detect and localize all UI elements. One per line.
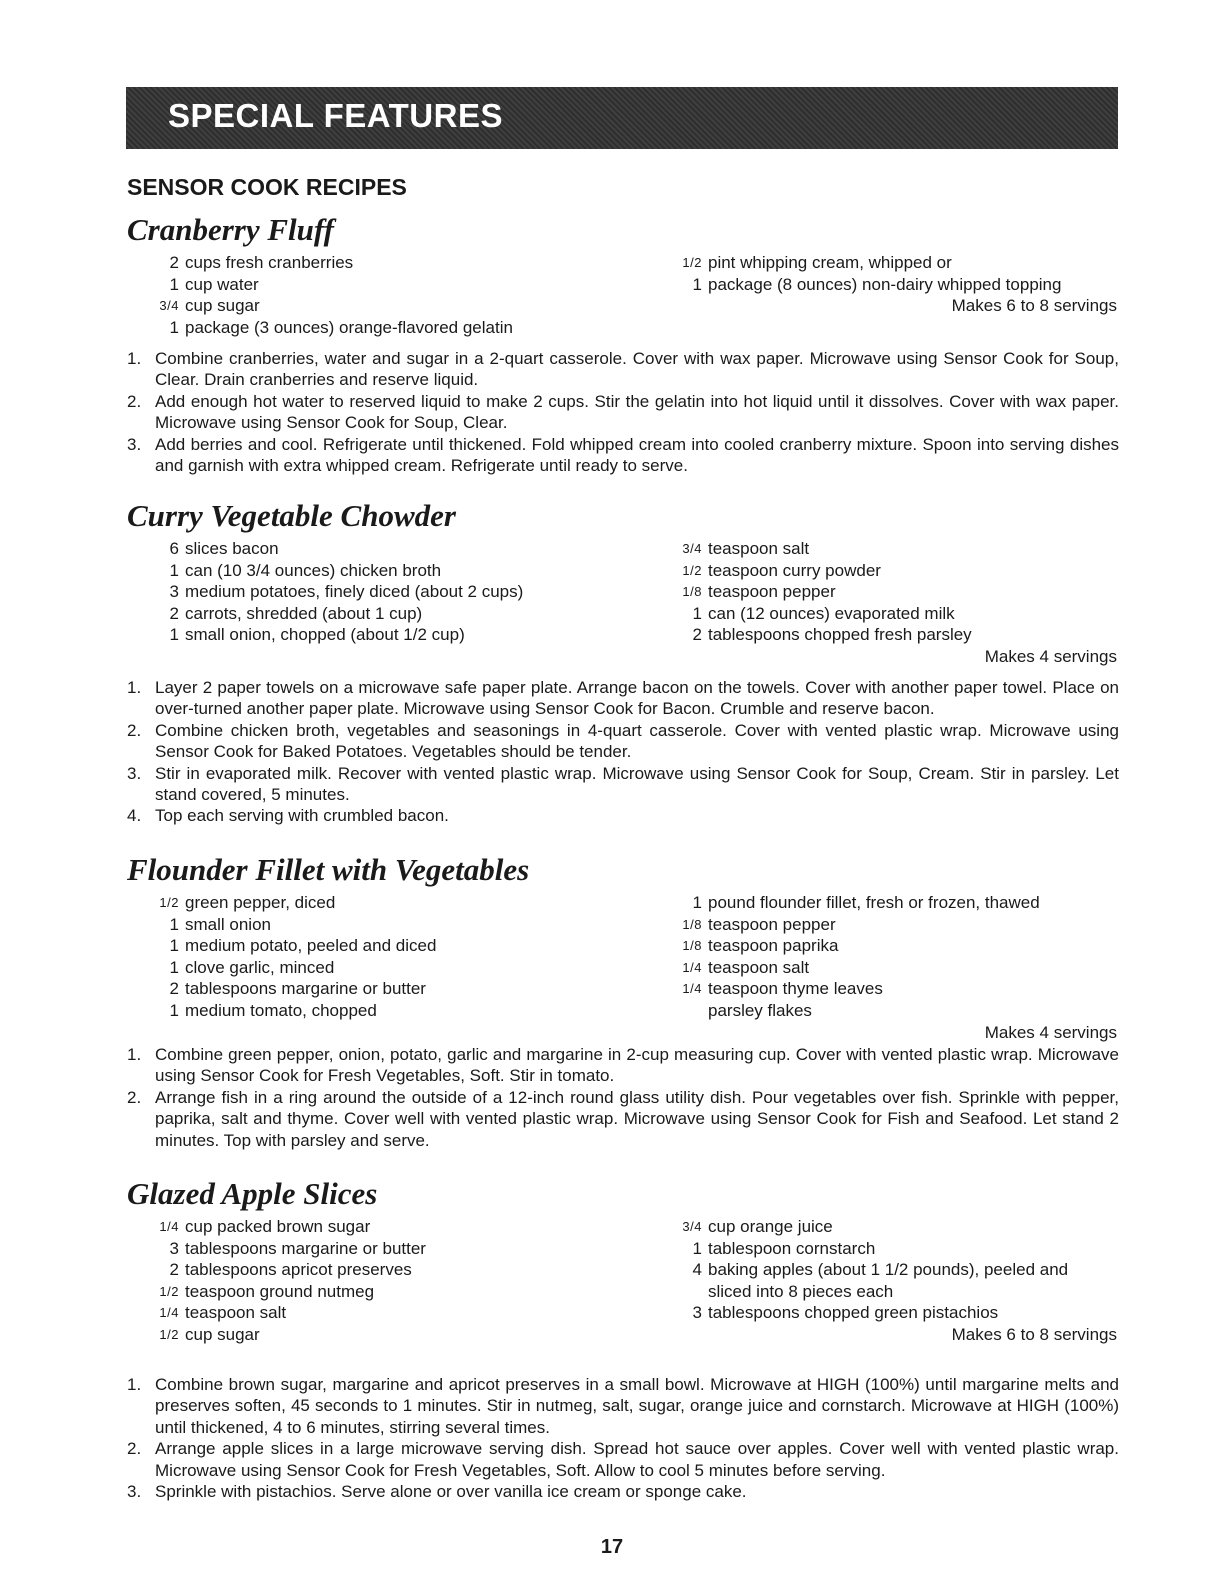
ingredient-item: 6 slices bacon	[169, 539, 279, 558]
ingredient-item: 3 tablespoons chopped green pistachios	[692, 1303, 999, 1323]
ingredient-item: 1/2 teaspoon curry powder	[682, 560, 881, 580]
instruction-step: 3. Sprinkle with pistachios. Serve alone or over vanilla ice cream or sponge cake.	[127, 1482, 747, 1502]
ingredient-item: 1 medium tomato, chopped	[169, 1000, 377, 1020]
ingredients-right-column	[672, 1216, 1117, 1324]
ingredients-left-column	[149, 1216, 649, 1346]
ingredient-item: 3/4 teaspoon salt	[682, 539, 810, 558]
servings-yield: Makes 6 to 8 servings	[951, 1325, 1117, 1344]
recipe-title: Cranberry Fluff	[127, 212, 334, 247]
ingredient-item: 2 tablespoons apricot preserves	[169, 1260, 412, 1280]
instruction-steps	[127, 348, 1119, 476]
ingredients-left-column	[149, 252, 649, 338]
ingredient-item: 2 tablespoons margarine or butter	[169, 979, 426, 999]
instruction-step: 4. Top each serving with crumbled bacon.	[127, 806, 449, 826]
ingredient-item: parsley flakes	[708, 1000, 812, 1020]
instruction-step: 1. Layer 2 paper towels on a microwave safe paper plate. Arrange bacon on the towels. Cover with another paper towel. Place on over-turned another paper plate. Microwave using Sensor Cook for Bacon. Crumble and reserve bacon.	[127, 678, 1119, 719]
ingredient-item: 1 small onion, chopped (about 1/2 cup)	[169, 625, 465, 645]
ingredient-item: 3 medium potatoes, finely diced (about 2 cups)	[169, 582, 524, 602]
recipe-title: Flounder Fillet with Vegetables	[127, 852, 530, 887]
ingredient-item: sliced into 8 pieces each	[708, 1281, 894, 1301]
ingredient-item: 1/2 pint whipping cream, whipped or	[682, 253, 952, 272]
ingredient-item: 1 can (12 ounces) evaporated milk	[692, 603, 955, 623]
ingredient-item: 1 pound flounder fillet, fresh or frozen, thawed	[692, 893, 1040, 912]
instruction-step: 3. Add berries and cool. Refrigerate until thickened. Fold whipped cream into cooled cranberry mixture. Spoon into serving dishes and garnish with extra whipped cream. Refrigerate until ready to serve.	[127, 434, 1119, 476]
servings-yield: Makes 6 to 8 servings	[951, 296, 1117, 315]
instruction-step: 1. Combine cranberries, water and sugar in a 2-quart casserole. Cover with wax paper. Microwave using Sensor Cook for Soup, Clear. Drain cranberries and reserve liquid.	[127, 349, 1119, 390]
banner-title: SPECIAL FEATURES	[168, 97, 503, 134]
ingredient-item: 2 cups fresh cranberries	[169, 253, 354, 272]
section-heading: SENSOR COOK RECIPES	[127, 174, 407, 200]
recipe-title: Curry Vegetable Chowder	[127, 498, 456, 533]
ingredient-item: 3/4 cup orange juice	[682, 1217, 833, 1236]
ingredient-item: 1 cup water	[169, 274, 259, 294]
instruction-step: 2. Arrange apple slices in a large microwave serving dish. Spread hot sauce over apples. Cover well with vented plastic wrap. Microwave using Sensor Cook for Fresh Vegetables, Soft. Allow to cool 5 minutes before serving.	[127, 1439, 1119, 1480]
instruction-steps	[127, 677, 1119, 827]
ingredient-item: 4 baking apples (about 1 1/2 pounds), peeled and	[692, 1260, 1069, 1280]
ingredient-item: 1/2 cup sugar	[159, 1324, 260, 1344]
ingredient-item: 1 medium potato, peeled and diced	[169, 936, 437, 956]
recipe-cranberry-fluff	[127, 212, 1119, 476]
recipe-curry-vegetable-chowder	[127, 498, 1119, 826]
ingredient-item: 1/8 teaspoon pepper	[682, 582, 836, 602]
ingredients-right-column	[672, 538, 1117, 646]
ingredient-item: 1 package (3 ounces) orange-flavored gelatin	[169, 317, 513, 337]
instruction-step: 2. Arrange fish in a ring around the outside of a 12-inch round glass utility dish. Pour vegetables over fish. Sprinkle with pepper, paprika, salt and thyme. Cover well with vented plastic wrap. Microwave using Sensor Cook for Fish and Seafood. Let stand 2 minutes. Top with parsley and serve.	[127, 1087, 1119, 1150]
instruction-step: 1. Combine green pepper, onion, potato, garlic and margarine in 2-cup measuring cup. Cover with vented plastic wrap. Microwave using Sensor Cook for Fresh Vegetables, Soft. Stir in tomato.	[127, 1045, 1119, 1086]
servings-yield: Makes 4 servings	[984, 647, 1117, 666]
ingredient-item: 1/2 green pepper, diced	[159, 893, 336, 912]
page-number: 17	[600, 1536, 624, 1558]
instruction-step: 3. Stir in evaporated milk. Recover with vented plastic wrap. Microwave using Sensor Cook for Soup, Cream. Stir in parsley. Let stand covered, 5 minutes.	[127, 763, 1119, 805]
ingredients-right-column	[672, 252, 1117, 295]
ingredient-item: 3 tablespoons margarine or butter	[169, 1238, 426, 1258]
ingredient-item: 1/4 cup packed brown sugar	[159, 1217, 371, 1236]
ingredient-item: 1 can (10 3/4 ounces) chicken broth	[169, 560, 442, 580]
ingredient-item: 1/4 teaspoon salt	[159, 1303, 287, 1323]
section-banner	[126, 87, 1118, 149]
recipe-title: Glazed Apple Slices	[127, 1176, 378, 1211]
ingredient-item: 2 carrots, shredded (about 1 cup)	[169, 603, 423, 623]
instruction-step: 1. Combine brown sugar, margarine and apricot preserves in a small bowl. Microwave at HIGH (100%) until margarine melts and preserves soften, 45 seconds to 1 minutes. Stir in nutmeg, salt, sugar, orange juice and cornstarch. Microwave at HIGH (100%) until thickened, 4 to 6 minutes, stirring several times.	[127, 1375, 1119, 1437]
ingredient-item: 1/2 teaspoon ground nutmeg	[159, 1281, 375, 1301]
instruction-steps	[127, 1374, 1119, 1502]
instruction-step: 2. Add enough hot water to reserved liquid to make 2 cups. Stir the gelatin into hot liquid until it dissolves. Cover with wax paper. Microwave using Sensor Cook for Soup, Clear.	[127, 391, 1119, 433]
ingredients-left-column	[149, 892, 649, 1022]
ingredient-item: 1/4 teaspoon salt	[682, 957, 810, 977]
servings-yield: Makes 4 servings	[984, 1023, 1117, 1042]
recipe-glazed-apple-slices	[127, 1176, 1119, 1502]
ingredient-item: 3/4 cup sugar	[159, 296, 260, 316]
recipe-flounder-fillet	[127, 852, 1119, 1150]
ingredient-item: 1 clove garlic, minced	[169, 957, 335, 977]
instruction-step: 2. Combine chicken broth, vegetables and seasonings in 4-quart casserole. Cover with vented plastic wrap. Microwave using Sensor Cook for Baked Potatoes. Vegetables should be tender.	[127, 720, 1119, 762]
ingredient-item: 1 package (8 ounces) non-dairy whipped topping	[692, 274, 1062, 294]
ingredient-item: 1/8 teaspoon pepper	[682, 914, 836, 934]
ingredients-right-column	[672, 892, 1117, 1022]
ingredient-item: 1 tablespoon cornstarch	[692, 1238, 876, 1258]
ingredients-left-column	[149, 538, 649, 646]
ingredient-item: 2 tablespoons chopped fresh parsley	[692, 625, 972, 645]
ingredient-item: 1 small onion	[169, 914, 271, 934]
ingredient-item: 1/4 teaspoon thyme leaves	[682, 979, 883, 999]
ingredient-item: 1/8 teaspoon paprika	[682, 936, 839, 956]
instruction-steps	[127, 1044, 1119, 1151]
